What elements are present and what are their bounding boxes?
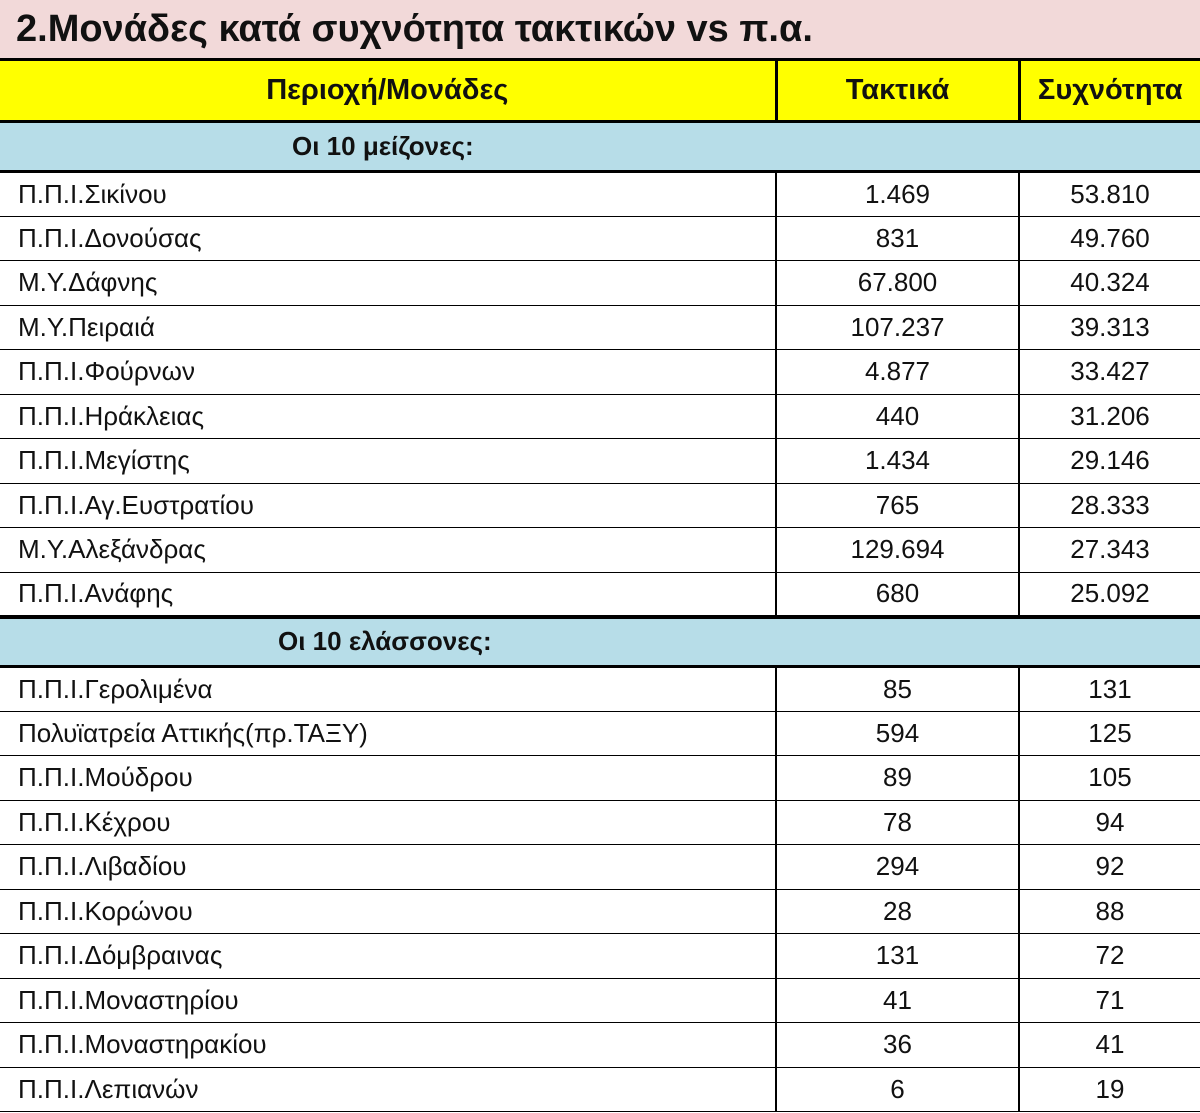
table-row: [0, 483, 1200, 528]
regular-value: 89: [776, 756, 1019, 801]
table-row: [0, 439, 1200, 484]
table-row: [0, 667, 1200, 712]
unit-name: Π.Π.Ι.Αγ.Ευστρατίου: [0, 483, 776, 528]
frequency-value: 33.427: [1019, 350, 1200, 395]
frequency-value: 39.313: [1019, 305, 1200, 350]
table-row: [0, 528, 1200, 573]
regular-value: 4.877: [776, 350, 1019, 395]
group-row-bottom: [0, 617, 1200, 667]
regular-value: 6: [776, 1067, 1019, 1112]
regular-value: 440: [776, 394, 1019, 439]
header-frequency: Συχνότητα: [1019, 60, 1200, 122]
frequency-value: 49.760: [1019, 216, 1200, 261]
regular-value: 831: [776, 216, 1019, 261]
group-label-top: Οι 10 μείζονες:: [0, 122, 1200, 172]
regular-value: 85: [776, 667, 1019, 712]
table-row: [0, 978, 1200, 1023]
frequency-value: 125: [1019, 711, 1200, 756]
frequency-value: 19: [1019, 1067, 1200, 1112]
unit-name: Π.Π.Ι.Μοναστηρίου: [0, 978, 776, 1023]
unit-name: Π.Π.Ι.Σικίνου: [0, 172, 776, 217]
frequency-value: 25.092: [1019, 572, 1200, 617]
table-row: [0, 1023, 1200, 1068]
regular-value: 1.469: [776, 172, 1019, 217]
frequency-value: 94: [1019, 800, 1200, 845]
table-row: [0, 172, 1200, 217]
group-row-top: [0, 122, 1200, 172]
frequency-value: 88: [1019, 889, 1200, 934]
regular-value: 1.434: [776, 439, 1019, 484]
table-row: [0, 756, 1200, 801]
table-row: [0, 845, 1200, 890]
group-label-bottom: Οι 10 ελάσσονες:: [0, 617, 1200, 667]
table-row: [0, 216, 1200, 261]
table-row: [0, 711, 1200, 756]
regular-value: 765: [776, 483, 1019, 528]
frequency-value: 41: [1019, 1023, 1200, 1068]
unit-name: Π.Π.Ι.Κορώνου: [0, 889, 776, 934]
table-row: [0, 350, 1200, 395]
unit-name: Π.Π.Ι.Λεπιανών: [0, 1067, 776, 1112]
header-regular: Τακτικά: [776, 60, 1019, 122]
page-title: 2.Μονάδες κατά συχνότητα τακτικών vs π.α.: [16, 8, 813, 50]
unit-name: Π.Π.Ι.Φούρνων: [0, 350, 776, 395]
frequency-value: 131: [1019, 667, 1200, 712]
regular-value: 294: [776, 845, 1019, 890]
regular-value: 129.694: [776, 528, 1019, 573]
unit-name: Π.Π.Ι.Μοναστηρακίου: [0, 1023, 776, 1068]
unit-name: Μ.Υ.Πειραιά: [0, 305, 776, 350]
regular-value: 41: [776, 978, 1019, 1023]
regular-value: 28: [776, 889, 1019, 934]
frequency-value: 53.810: [1019, 172, 1200, 217]
table-row: [0, 800, 1200, 845]
unit-name: Π.Π.Ι.Δόμβραινας: [0, 934, 776, 979]
unit-name: Π.Π.Ι.Δονούσας: [0, 216, 776, 261]
table-row: [0, 1067, 1200, 1112]
unit-name: Π.Π.Ι.Μούδρου: [0, 756, 776, 801]
frequency-value: 72: [1019, 934, 1200, 979]
table-row: [0, 305, 1200, 350]
unit-name: Π.Π.Ι.Κέχρου: [0, 800, 776, 845]
frequency-value: 92: [1019, 845, 1200, 890]
frequency-value: 27.343: [1019, 528, 1200, 573]
table-row: [0, 394, 1200, 439]
units-frequency-table: [0, 58, 1200, 1112]
header-region: Περιοχή/Μονάδες: [0, 60, 776, 122]
table-row: [0, 934, 1200, 979]
unit-name: Πολυϊατρεία Αττικής(πρ.ΤΑΞΥ): [0, 711, 776, 756]
frequency-value: 31.206: [1019, 394, 1200, 439]
table-row: [0, 889, 1200, 934]
title-bar: [0, 0, 1200, 58]
frequency-value: 40.324: [1019, 261, 1200, 306]
regular-value: 78: [776, 800, 1019, 845]
unit-name: Π.Π.Ι.Ανάφης: [0, 572, 776, 617]
unit-name: Π.Π.Ι.Γερολιμένα: [0, 667, 776, 712]
unit-name: Μ.Υ.Δάφνης: [0, 261, 776, 306]
regular-value: 67.800: [776, 261, 1019, 306]
table-row: [0, 572, 1200, 617]
unit-name: Π.Π.Ι.Μεγίστης: [0, 439, 776, 484]
frequency-value: 105: [1019, 756, 1200, 801]
regular-value: 594: [776, 711, 1019, 756]
regular-value: 107.237: [776, 305, 1019, 350]
frequency-value: 28.333: [1019, 483, 1200, 528]
regular-value: 36: [776, 1023, 1019, 1068]
frequency-value: 29.146: [1019, 439, 1200, 484]
unit-name: Π.Π.Ι.Ηράκλειας: [0, 394, 776, 439]
table-body: [0, 122, 1200, 1112]
unit-name: Π.Π.Ι.Λιβαδίου: [0, 845, 776, 890]
table-row: [0, 261, 1200, 306]
header-row: [0, 60, 1200, 122]
unit-name: Μ.Υ.Αλεξάνδρας: [0, 528, 776, 573]
frequency-value: 71: [1019, 978, 1200, 1023]
regular-value: 131: [776, 934, 1019, 979]
regular-value: 680: [776, 572, 1019, 617]
